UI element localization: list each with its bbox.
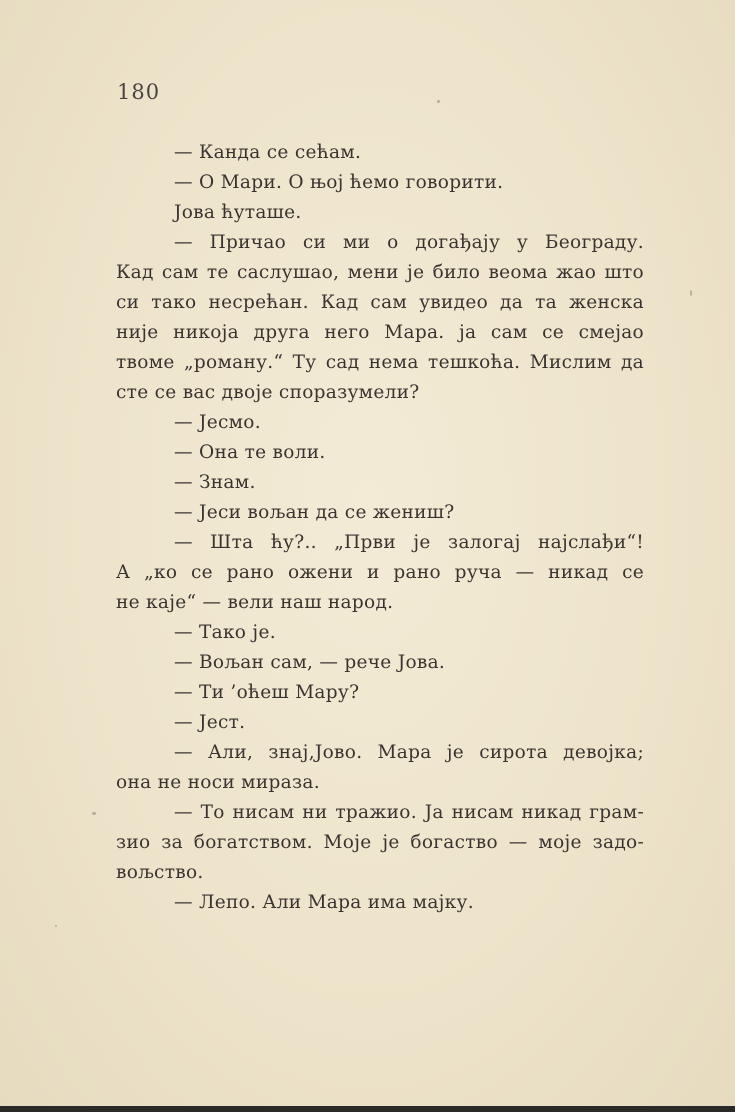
text-line: не каје“ — вели наш народ. (116, 592, 394, 613)
text-line: вољство. (116, 862, 204, 883)
text-line: — Ти ’оћеш Мару? (174, 682, 360, 703)
text-line: — Јест. (174, 712, 246, 733)
text-line: — Она те воли. (174, 442, 326, 463)
text-line: — Тако је. (174, 622, 276, 643)
text-line: није никоја друга него Мара. ја сам се смејао (116, 322, 644, 343)
paper-speck (437, 100, 440, 103)
text-line: — Јесмо. (174, 412, 261, 433)
text-line: — Лепо. Али Мара има мајку. (174, 892, 474, 913)
text-line: — О Мари. О њој ћемо говорити. (174, 172, 504, 193)
text-line: — Причао си ми о догађају у Београду. (174, 232, 644, 253)
text-line: — То нисам ни тражио. Ја нисам никад грам- (174, 802, 644, 823)
paper-speck (690, 290, 692, 296)
text-line: — Јеси вољан да се жениш? (174, 502, 455, 523)
text-line: А „ко се рано ожени и рано руча — никад се (116, 562, 644, 583)
page-bottom-edge (0, 1106, 735, 1112)
text-line: си тако несрећан. Кад сам увидео да та женска (116, 292, 644, 313)
text-line: она не носи мираза. (116, 772, 320, 793)
text-line: сте се вас двоје споразумели? (116, 382, 420, 403)
paper-speck (55, 925, 57, 927)
page-number: 180 (117, 80, 161, 104)
text-line: — Знам. (174, 472, 256, 493)
text-line: — Вољан сам, — рече Јова. (174, 652, 446, 673)
text-line: — Канда се сећам. (174, 142, 362, 163)
text-line: — Шта ћу?.. „Први је залогај најслађи“! (174, 532, 644, 553)
text-line: зио за богатством. Моје је богаство — моје задо- (116, 832, 644, 853)
text-line: Јова ћуташе. (174, 202, 302, 223)
text-line: твоме „роману.“ Ту сад нема тешкоћа. Мислим да (116, 352, 644, 373)
paper-speck (92, 812, 96, 815)
text-line: Кад сам те саслушао, мени је било веома жао што (116, 262, 644, 283)
text-line: — Али, знај,Јово. Мара је сирота девојка; (174, 742, 644, 763)
